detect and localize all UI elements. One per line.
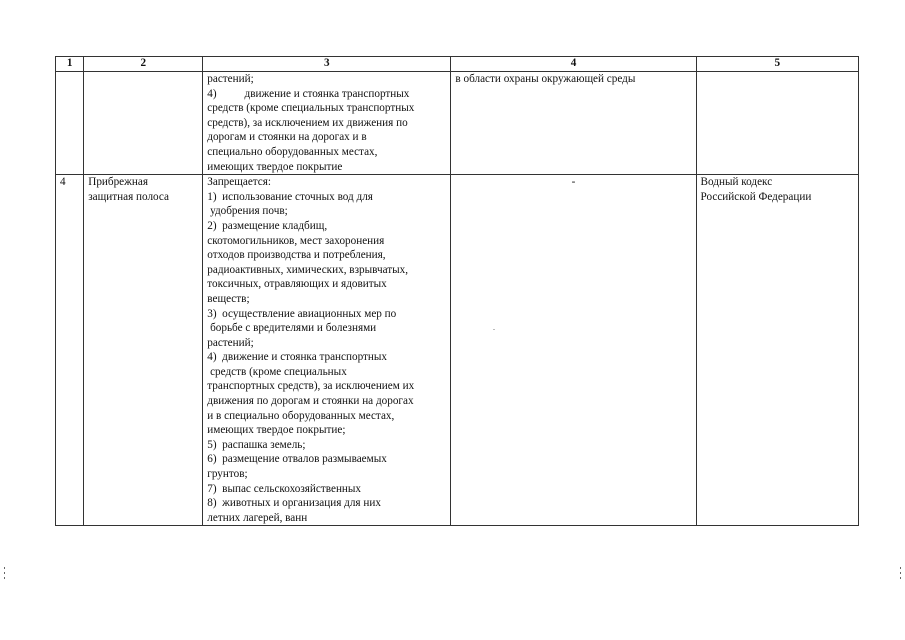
text-line: растений; [207,73,254,85]
cell-restrictions [203,72,451,175]
cell-restrictions [203,175,451,526]
text-line: растений; [207,336,254,349]
text-line: грунтов; [207,468,248,481]
cell-legal-basis [696,175,858,526]
text-line: 4) движение и стоянка транспортных [207,87,410,100]
text-line: скотомогильников, мест захоронения [207,234,385,247]
scan-speck [493,329,495,330]
text-line: веществ; [207,292,250,305]
text-line: радиоактивных, химических, взрывчатых, [207,263,409,276]
text-line: 3) осуществление авиационных мер по [207,307,397,320]
text-line: транспортных средств), за исключением их [207,380,415,393]
text-line: средств (кроме специальных транспортных [207,102,415,115]
text-line: Запрещается: [207,176,272,189]
text-line: удобрения почв; [207,205,288,218]
text-line: специально оборудованных местах, [207,145,378,158]
text-line: токсичных, отравляющих и ядовитых [207,278,387,291]
cell-legal-basis [696,72,858,175]
text-line: 4) движение и стоянка транспортных [207,351,388,364]
scan-edge-mark [900,567,902,581]
header-col-3: 3 [203,57,451,72]
cell-regulation-area: - [451,175,696,526]
text-line: Прибрежная [88,176,148,189]
text-line: средств (кроме специальных [207,365,347,378]
header-col-1: 1 [56,57,84,72]
text-line: 8) животных и организация для них [207,497,381,510]
cell-number: 4 [56,175,84,526]
table-row-continued [56,72,859,175]
text-line: 5) распашка земель; [207,438,306,451]
text-line: и в специально оборудованных местах, [207,409,395,422]
header-row [56,57,859,72]
text-line: имеющих твердое покрытие; [207,424,346,437]
text-line: борьбе с вредителями и болезнями [207,322,377,335]
document-table [55,56,859,526]
text-line: защитная полоса [88,190,169,203]
header-col-2: 2 [84,57,203,72]
text-line: летних лагерей, ванн [207,511,308,524]
text-line: средств), за исключением их движения по [207,116,408,129]
cell-regulation-area: в области охраны окружающей среды [451,72,696,175]
text-line: 2) размещение кладбищ, [207,219,328,232]
text-line: отходов производства и потребления, [207,249,386,262]
cell-zone-name [84,72,203,175]
text-line: 1) использование сточных вод для [207,190,373,203]
header-col-5: 5 [696,57,858,72]
text-line: 6) размещение отвалов размываемых [207,453,387,466]
cell-zone-name [84,175,203,526]
cell-number [56,72,84,175]
text-line: Российской Федерации [700,190,812,203]
text-line: Водный кодекс [700,176,773,189]
text-line: дорогам и стоянки на дорогах и в [207,131,367,144]
header-col-4: 4 [451,57,696,72]
text-line: 7) выпас сельскохозяйственных [207,482,362,495]
table-row-4 [56,175,859,526]
scan-edge-mark [4,567,6,581]
text-line: имеющих твердое покрытие [207,160,343,173]
text-line: движения по дорогам и стоянки на дорогах [207,395,414,408]
